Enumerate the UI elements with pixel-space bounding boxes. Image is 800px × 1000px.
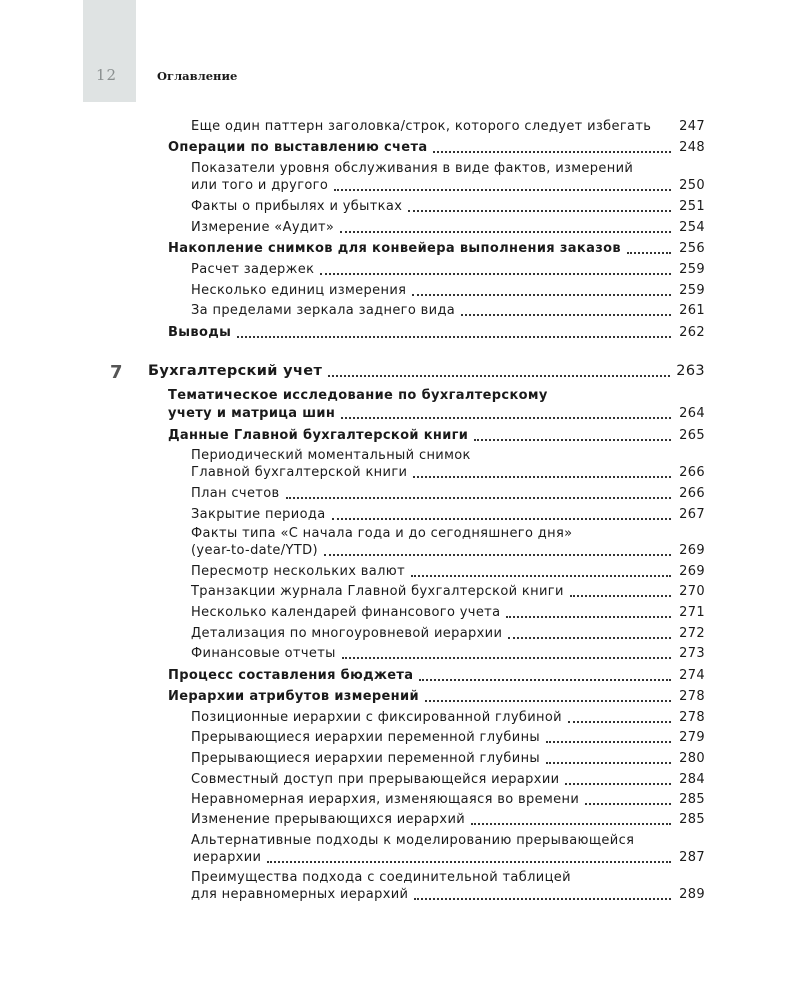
toc-entry-title: Несколько единиц измерения	[191, 283, 407, 298]
toc-entry-title: учету и матрица шин	[168, 406, 336, 421]
toc-entry-title: Изменение прерывающихся иерархий	[191, 812, 466, 827]
toc-entry-title-line1: Альтернативные подходы к моделированию прерывающейся	[191, 833, 635, 848]
toc-entry[interactable]	[191, 261, 705, 278]
toc-entry-page: 264	[679, 406, 705, 421]
toc-entry-page: 271	[679, 605, 705, 620]
toc-entry-page: 254	[679, 220, 705, 235]
toc-entry-page: 289	[679, 887, 705, 902]
dot-leader	[471, 822, 671, 825]
toc-entry[interactable]	[193, 849, 705, 866]
toc-entry-title: Факты о прибылях и убытках	[191, 199, 403, 214]
toc-entry-title: Расчет задержек	[191, 262, 315, 277]
dot-leader	[570, 594, 671, 597]
toc-entry[interactable]	[168, 324, 705, 341]
dot-leader	[461, 313, 671, 316]
toc-entry-page: 256	[679, 241, 705, 256]
toc-entry[interactable]	[191, 177, 705, 194]
dot-leader	[411, 574, 671, 577]
toc-entry-page: 269	[679, 564, 705, 579]
dot-leader	[237, 335, 671, 338]
toc-entry-title-line1: Тематическое исследование по бухгалтерскому	[168, 388, 548, 403]
toc-entry[interactable]	[168, 139, 705, 156]
toc-entry-title: Детализация по многоуровневой иерархии	[191, 626, 503, 641]
chapter-number: 7	[110, 362, 123, 383]
toc-entry[interactable]	[191, 729, 705, 746]
dot-leader	[568, 720, 671, 723]
toc-entry-title: Транзакции журнала Главной бухгалтерской книги	[191, 584, 564, 599]
toc-entry-title: Закрытие периода	[191, 507, 326, 522]
toc-entry-title: Пересмотр нескольких валют	[191, 564, 405, 579]
toc-entry[interactable]	[191, 219, 705, 236]
page-number: 12	[96, 66, 118, 84]
toc-entry-title-line1: Преимущества подхода с соединительной таблицей	[191, 870, 571, 885]
dot-leader	[324, 553, 671, 556]
toc-entry-title: Выводы	[168, 325, 232, 340]
dot-leader	[342, 656, 671, 659]
toc-entry-page: 278	[679, 710, 705, 725]
dot-leader	[267, 860, 671, 863]
toc-entry[interactable]	[168, 240, 705, 257]
dot-leader	[433, 150, 671, 153]
toc-entry-title: Процесс составления бюджета	[168, 668, 414, 683]
dot-leader	[413, 475, 671, 478]
toc-entry-page: 250	[679, 178, 705, 193]
toc-entry-page: 259	[679, 262, 705, 277]
dot-leader	[340, 230, 671, 233]
toc-entry-title-line1: Показатели уровня обслуживания в виде фактов, измерений	[191, 161, 634, 176]
dot-leader	[508, 636, 671, 639]
toc-entry[interactable]	[168, 405, 705, 422]
dot-leader	[412, 293, 671, 296]
dot-leader	[332, 517, 671, 520]
dot-leader	[425, 699, 671, 702]
toc-entry[interactable]	[191, 464, 705, 481]
toc-entry-title: Накопление снимков для конвейера выполнения заказов	[168, 241, 621, 256]
toc-entry-page: 247	[679, 119, 705, 134]
toc-entry[interactable]	[191, 886, 705, 903]
dot-leader	[341, 416, 671, 419]
toc-entry[interactable]	[191, 282, 705, 299]
toc-entry-page: 265	[679, 428, 705, 443]
toc-entry[interactable]	[191, 198, 705, 215]
toc-entry-page: 269	[679, 543, 705, 558]
toc-entry-title-line1: Периодический моментальный снимок	[191, 448, 471, 463]
toc-entry[interactable]	[191, 771, 705, 788]
toc-entry[interactable]	[168, 688, 705, 705]
dot-leader	[328, 374, 670, 377]
toc-entry-title: Измерение «Аудит»	[191, 220, 335, 235]
toc-entry[interactable]	[191, 709, 705, 726]
toc-entry-page: 251	[679, 199, 705, 214]
dot-leader	[657, 131, 671, 132]
toc-entry-page: 248	[679, 140, 705, 155]
dot-leader	[414, 897, 671, 900]
toc-entry-page: 272	[679, 626, 705, 641]
toc-entry-page: 266	[679, 465, 705, 480]
toc-entry-page: 259	[679, 283, 705, 298]
toc-entry[interactable]	[191, 506, 705, 523]
toc-entry-title: План счетов	[191, 486, 280, 501]
toc-entry-page: 285	[679, 812, 705, 827]
toc-entry-title: Прерывающиеся иерархии переменной глубины	[191, 751, 541, 766]
toc-entry[interactable]	[191, 750, 705, 767]
toc-entry[interactable]	[191, 645, 705, 662]
toc-entry-title: Финансовые отчеты	[191, 646, 336, 661]
toc-entry[interactable]	[191, 485, 705, 502]
dot-leader	[419, 678, 671, 681]
toc-entry[interactable]	[191, 563, 705, 580]
toc-entry-title: Операции по выставлению счета	[168, 140, 428, 155]
toc-entry[interactable]	[191, 791, 705, 808]
dot-leader	[546, 761, 671, 764]
toc-entry-page: 280	[679, 751, 705, 766]
toc-entry-page: 270	[679, 584, 705, 599]
toc-entry-title: иерархии	[193, 850, 262, 865]
toc-entry[interactable]	[168, 427, 705, 444]
running-title: Оглавление	[157, 69, 238, 83]
toc-entry[interactable]	[191, 811, 705, 828]
toc-entry-title: Совместный доступ при прерывающейся иерархии	[191, 772, 560, 787]
dot-leader	[585, 802, 671, 805]
dot-leader	[506, 615, 671, 618]
toc-entry-title: для неравномерных иерархий	[191, 887, 409, 902]
toc-entry-page: 284	[679, 772, 705, 787]
toc-entry-title: Позиционные иерархии с фиксированной глубиной	[191, 710, 562, 725]
toc-entry-page: 266	[679, 486, 705, 501]
toc-entry-title: (year-to-date/YTD)	[191, 543, 318, 558]
dot-leader	[320, 272, 671, 275]
toc-entry-title-line1: Факты типа «С начала года и до сегодняшнего дня»	[191, 526, 573, 541]
toc-entry-title: Еще один паттерн заголовка/строк, которого следует избегать	[191, 119, 652, 134]
dot-leader	[546, 740, 671, 743]
toc-chapter-entry[interactable]	[148, 363, 705, 380]
toc-entry[interactable]	[168, 667, 705, 684]
toc-entry-page: 262	[679, 325, 705, 340]
toc-entry-page: 261	[679, 303, 705, 318]
toc-entry-page: 278	[679, 689, 705, 704]
toc-entry-page: 273	[679, 646, 705, 661]
toc-entry-page: 263	[676, 363, 705, 379]
page-tab	[83, 0, 136, 102]
dot-leader	[627, 251, 671, 254]
toc-entry-page: 279	[679, 730, 705, 745]
toc-entry-page: 285	[679, 792, 705, 807]
toc-entry[interactable]	[191, 302, 705, 319]
dot-leader	[474, 438, 671, 441]
toc-entry[interactable]	[191, 118, 705, 135]
toc-entry-title: Несколько календарей финансового учета	[191, 605, 501, 620]
toc-entry-title: или того и другого	[191, 178, 329, 193]
toc-entry-title: Неравномерная иерархия, изменяющаяся во времени	[191, 792, 580, 807]
dot-leader	[565, 782, 671, 785]
toc-entry[interactable]	[191, 583, 705, 600]
toc-entry[interactable]	[191, 542, 705, 559]
dot-leader	[408, 209, 671, 212]
toc-entry[interactable]	[191, 604, 705, 621]
toc-entry[interactable]	[191, 625, 705, 642]
toc-entry-title: Данные Главной бухгалтерской книги	[168, 428, 469, 443]
dot-leader	[334, 188, 671, 191]
toc-entry-title: Прерывающиеся иерархии переменной глубины	[191, 730, 541, 745]
dot-leader	[286, 496, 671, 499]
toc-entry-page: 267	[679, 507, 705, 522]
toc-entry-title: Бухгалтерский учет	[148, 363, 323, 379]
toc-entry-page: 274	[679, 668, 705, 683]
toc-entry-page: 287	[679, 850, 705, 865]
toc-entry-title: За пределами зеркала заднего вида	[191, 303, 456, 318]
toc-entry-title: Иерархии атрибутов измерений	[168, 689, 419, 704]
toc-entry-title: Главной бухгалтерской книги	[191, 465, 408, 480]
